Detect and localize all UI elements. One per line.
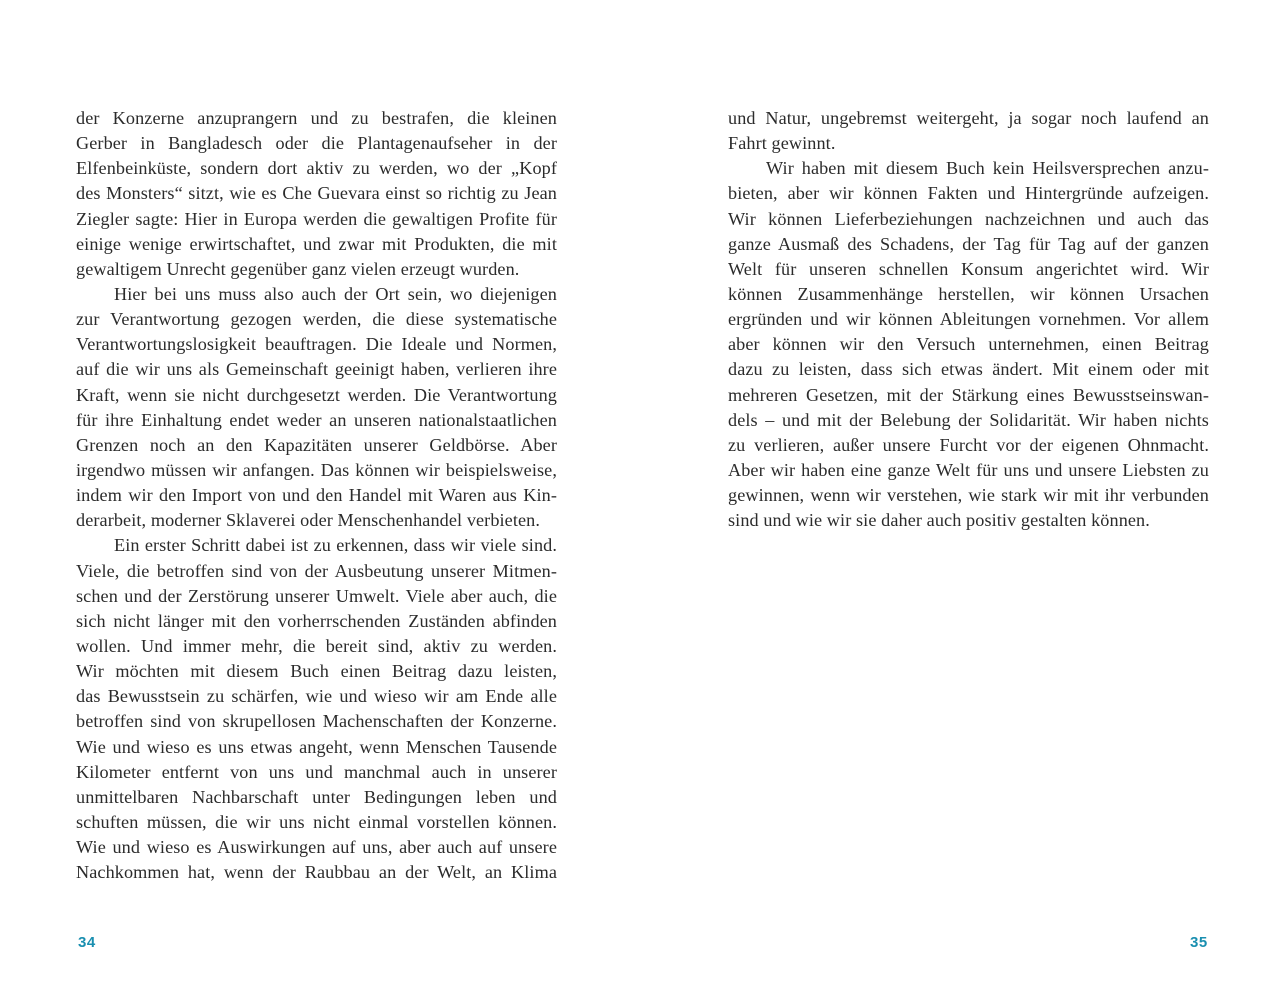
text-line: bieten, aber wir können Fakten und Hintergründe aufzeigen. [728,183,1209,204]
text-line: des Monsters“ sitzt, wie es Che Guevara einst so richtig zu Jean [76,183,557,204]
text-line: und Natur, ungebremst weitergeht, ja sogar noch laufend an [728,108,1209,128]
text-line: dazu zu leisten, dass sich etwas ändert. Mit einem oder mit [728,359,1209,380]
text-line: Fahrt gewinnt. [728,133,836,154]
text-line: einige wenige erwirtschaftet, und zwar mit Produkten, die mit [76,233,557,254]
text-line: Verantwortungslosigkeit beauftragen. Die Ideale und Normen, [76,334,557,355]
text-line: sich nicht länger mit den vorherrschenden Zuständen abfinden [76,610,557,631]
text-line: betroffen sind von skrupellosen Machenschaften der Konzerne. [76,711,557,732]
text-line: Gerber in Bangladesch oder die Plantagenaufseher in der [76,133,557,154]
text-line: Wir haben mit diesem Buch kein Heilsversprechen anzu- [766,158,1209,179]
text-line: Grenzen noch an den Kapazitäten unserer Geldbörse. Aber [76,434,557,455]
text-line: sind und wie wir sie daher auch positiv gestalten können. [728,510,1150,531]
text-line: Ein erster Schritt dabei ist zu erkennen, dass wir viele sind. [114,535,557,556]
text-line: irgendwo müssen wir anfangen. Das können wir beispielsweise, [76,459,557,480]
text-line: Elfenbeinküste, sondern dort aktiv zu werden, wo der „Kopf [76,158,557,179]
text-line: Ziegler sagte: Hier in Europa werden die gewaltigen Profite für [76,208,557,229]
text-line: gewinnen, wenn wir verstehen, wie stark wir mit ihr verbunden [728,485,1209,506]
text-line: Hier bei uns muss also auch der Ort sein, wo diejenigen [114,283,557,304]
text-line: dels – und mit der Belebung der Solidarität. Wir haben nichts [728,409,1209,430]
text-line: indem wir den Import von und den Handel mit Waren aus Kin- [76,485,557,506]
right-page-paragraph [728,156,1209,533]
text-line: Aber wir haben eine ganze Welt für uns und unsere Liebsten zu [728,459,1209,480]
text-line: Welt für unseren schnellen Konsum angerichtet wird. Wir [728,258,1209,279]
text-line: schuften müssen, die wir uns nicht einmal vorstellen können. [76,811,557,832]
text-line: Wir möchten mit diesem Buch einen Beitrag dazu leisten, [76,661,557,682]
text-line: zu verlieren, außer unsere Furcht vor der eigenen Ohnmacht. [728,434,1209,455]
text-line: Nachkommen hat, wenn der Raubbau an der Welt, an Klima [76,862,557,883]
text-line: wollen. Und immer mehr, die bereit sind, aktiv zu werden. [76,635,557,656]
text-line: ganze Ausmaß des Schadens, der Tag für Tag auf der ganzen [728,233,1209,254]
text-line: Wie und wieso es uns etwas angeht, wenn Menschen Tausende [76,736,557,757]
right-page-paragraph [728,106,1209,156]
text-line: derarbeit, moderner Sklaverei oder Menschenhandel verbieten. [76,510,541,531]
text-line: gewaltigem Unrecht gegenüber ganz vielen erzeugt wurden. [76,258,520,279]
left-page-paragraph [76,533,557,885]
text-line: für ihre Einhaltung endet weder an unseren nationalstaatlichen [76,409,557,430]
text-line: der Konzerne anzuprangern und zu bestrafen, die kleinen [76,108,557,128]
text-line: zur Verantwortung gezogen werden, die diese systematische [76,309,557,330]
left-page-paragraph [76,106,557,282]
page-number-right: 35 [1190,934,1208,951]
text-line: schen und der Zerstörung unserer Umwelt. Viele aber auch, die [76,585,557,606]
right-page-text [728,106,1209,533]
text-line: Wie und wieso es Auswirkungen auf uns, aber auch auf unsere [76,837,557,858]
text-line: Kraft, wenn sie nicht durchgesetzt werden. Die Verantwortung [76,384,557,405]
text-line: auf die wir uns als Gemeinschaft geeinigt haben, verlieren ihre [76,359,557,380]
text-line: das Bewusstsein zu schärfen, wie und wieso wir am Ende alle [76,686,557,707]
text-line: aber können wir den Versuch unternehmen, einen Beitrag [728,334,1209,355]
left-page-paragraph [76,282,557,533]
left-page-text [76,106,557,885]
text-line: Wir können Lieferbeziehungen nachzeichnen und auch das [728,208,1209,229]
text-line: können Zusammenhänge herstellen, wir können Ursachen [728,283,1209,304]
text-line: unmittelbaren Nachbarschaft unter Bedingungen leben und [76,786,557,807]
text-line: mehreren Gesetzen, mit der Stärkung eines Bewusstseinswan- [728,384,1209,405]
text-line: Kilometer entfernt von uns und manchmal auch in unserer [76,761,557,782]
text-line: Viele, die betroffen sind von der Ausbeutung unserer Mitmen- [76,560,557,581]
page-number-left: 34 [78,934,96,951]
text-line: ergründen und wir können Ableitungen vornehmen. Vor allem [728,309,1209,330]
